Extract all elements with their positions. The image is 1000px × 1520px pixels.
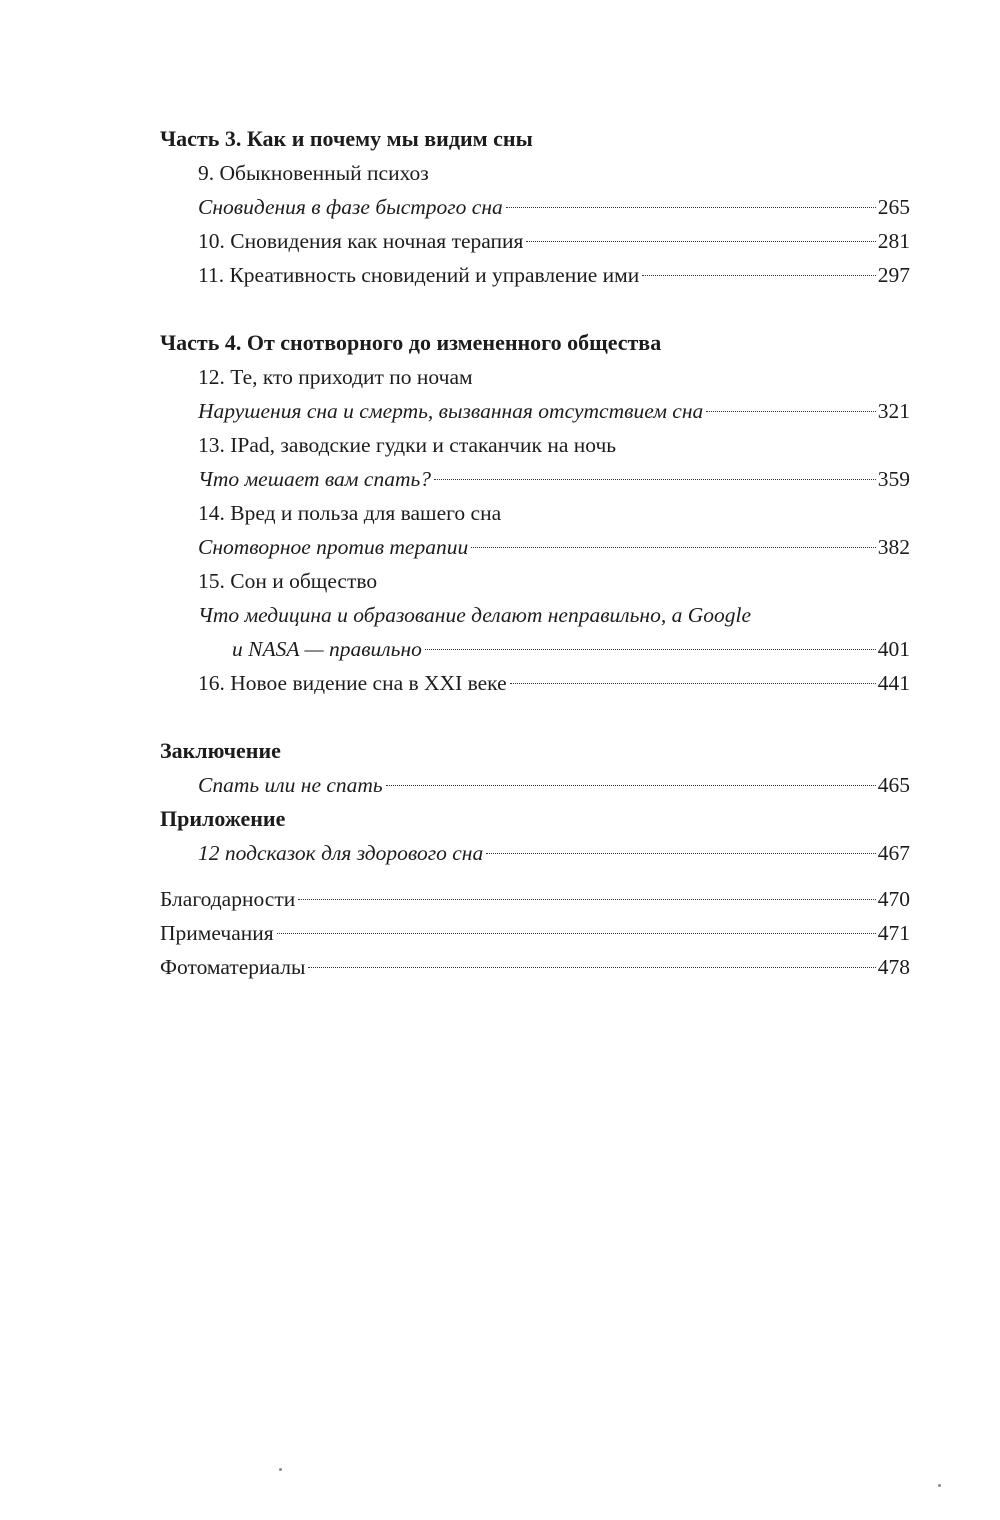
- toc-entry-ch9-title: [160, 156, 910, 190]
- toc-entry-ch9-subtitle: [160, 190, 910, 224]
- dot-leader: [486, 853, 876, 854]
- toc-entry-ch15-subtitle-line2: [160, 632, 910, 666]
- chapter-title: 16. Новое видение сна в XXI веке: [198, 671, 507, 695]
- toc-entry-acknowledgements: [160, 882, 910, 916]
- spacer: [160, 870, 910, 882]
- chapter-subtitle: Что медицина и образование делают неправильно, а Google: [198, 603, 752, 627]
- toc-entry-ch14-title: [160, 496, 910, 530]
- chapter-subtitle: Снотворное против терапии: [198, 535, 469, 559]
- page-number: 321: [877, 399, 910, 423]
- spacer: [160, 292, 910, 326]
- chapter-subtitle: Что мешает вам спать?: [198, 467, 432, 491]
- scan-speck: [279, 1468, 282, 1471]
- page-number: 281: [877, 229, 910, 253]
- dot-leader: [434, 479, 876, 480]
- toc-entry-ch13-title: [160, 428, 910, 462]
- page-number: 467: [877, 841, 910, 865]
- page-number: 465: [877, 773, 910, 797]
- dot-leader: [298, 899, 876, 900]
- appendix-heading: Приложение: [160, 806, 286, 831]
- chapter-title: 13. IPad, заводские гудки и стаканчик на ночь: [198, 433, 617, 457]
- chapter-title: 14. Вред и польза для вашего сна: [198, 501, 502, 525]
- toc-entry-ch12-subtitle: [160, 394, 910, 428]
- page-number: 382: [877, 535, 910, 559]
- toc-entry-ch13-subtitle: [160, 462, 910, 496]
- chapter-title: 9. Обыкновенный психоз: [198, 161, 429, 185]
- toc-entry-ch10: [160, 224, 910, 258]
- chapter-subtitle: Нарушения сна и смерть, вызванная отсутствием сна: [198, 399, 704, 423]
- chapter-subtitle: и NASA — правильно: [232, 637, 422, 661]
- dot-leader: [706, 411, 875, 412]
- page-number: 297: [877, 263, 910, 287]
- toc-entry-ch15-subtitle-line1: [160, 598, 910, 632]
- dot-leader: [510, 683, 876, 684]
- toc-entry-notes: [160, 916, 910, 950]
- scan-speck: [938, 1484, 941, 1487]
- back-matter-label: Фотоматериалы: [160, 955, 306, 979]
- chapter-subtitle: Спать или не спать: [198, 773, 383, 797]
- conclusion-heading: Заключение: [160, 738, 281, 763]
- dot-leader: [308, 967, 875, 968]
- page-number: 478: [877, 955, 910, 979]
- toc-entry-ch16: [160, 666, 910, 700]
- chapter-title: 11. Креативность сновидений и управление ими: [198, 263, 640, 287]
- toc-entry-ch14-subtitle: [160, 530, 910, 564]
- page-number: 401: [877, 637, 910, 661]
- table-of-contents: [160, 122, 910, 984]
- back-matter-label: Примечания: [160, 921, 274, 945]
- toc-entry-conclusion: [160, 768, 910, 802]
- chapter-subtitle: 12 подсказок для здорового сна: [198, 841, 484, 865]
- toc-entry-ch12-title: [160, 360, 910, 394]
- dot-leader: [425, 649, 876, 650]
- chapter-title: 10. Сновидения как ночная терапия: [198, 229, 524, 253]
- toc-entry-photos: [160, 950, 910, 984]
- toc-entry-ch11: [160, 258, 910, 292]
- part-3-heading: Часть 3. Как и почему мы видим сны: [160, 126, 533, 151]
- dot-leader: [386, 785, 876, 786]
- toc-entry-appendix: [160, 836, 910, 870]
- back-matter-label: Благодарности: [160, 887, 296, 911]
- dot-leader: [526, 241, 875, 242]
- chapter-subtitle: Сновидения в фазе быстрого сна: [198, 195, 503, 219]
- chapter-title: 15. Сон и общество: [198, 569, 378, 593]
- page-number: 441: [877, 671, 910, 695]
- dot-leader: [277, 933, 876, 934]
- page-number: 470: [877, 887, 910, 911]
- page-number: 359: [877, 467, 910, 491]
- part-4-heading: Часть 4. От снотворного до измененного общества: [160, 330, 662, 355]
- dot-leader: [471, 547, 876, 548]
- dot-leader: [506, 207, 876, 208]
- toc-entry-ch15-title: [160, 564, 910, 598]
- spacer: [160, 700, 910, 734]
- page-number: 265: [877, 195, 910, 219]
- page-number: 471: [877, 921, 910, 945]
- chapter-title: 12. Те, кто приходит по ночам: [198, 365, 473, 389]
- dot-leader: [642, 275, 876, 276]
